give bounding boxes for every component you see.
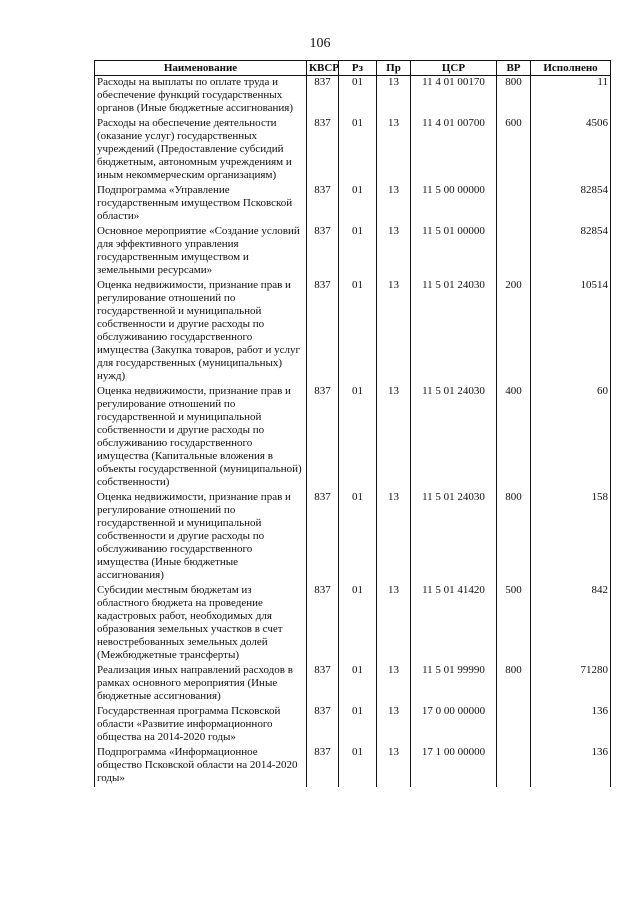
- cell-name: Расходы на обеспечение деятельности (оказание услуг) государственных учреждений (Предоставление субсидий бюджетным, автономным учреждениям и иным некоммерческим организациям): [95, 117, 307, 184]
- table-row: [95, 746, 611, 787]
- cell-kvsr: 837: [307, 584, 339, 664]
- budget-table: [94, 60, 611, 787]
- cell-rz: 01: [339, 664, 377, 705]
- header-executed: Исполнено: [531, 61, 611, 76]
- cell-vr: 500: [497, 584, 531, 664]
- cell-name: Реализация иных направлений расходов в рамках основного мероприятия (Иные бюджетные ассигнования): [95, 664, 307, 705]
- cell-rz: 01: [339, 225, 377, 279]
- table-header-row: [95, 61, 611, 76]
- cell-amount: 10514: [531, 279, 611, 385]
- cell-name: Подпрограмма «Управление государственным имуществом Псковской области»: [95, 184, 307, 225]
- cell-pr: 13: [377, 279, 411, 385]
- cell-kvsr: 837: [307, 664, 339, 705]
- cell-csr: 17 0 00 00000: [411, 705, 497, 746]
- cell-rz: 01: [339, 705, 377, 746]
- cell-rz: 01: [339, 491, 377, 584]
- table-row: [95, 664, 611, 705]
- cell-rz: 01: [339, 279, 377, 385]
- cell-kvsr: 837: [307, 279, 339, 385]
- table-row: [95, 385, 611, 491]
- cell-vr: 600: [497, 117, 531, 184]
- table-row: [95, 225, 611, 279]
- cell-pr: 13: [377, 184, 411, 225]
- cell-pr: 13: [377, 76, 411, 118]
- header-csr: ЦСР: [411, 61, 497, 76]
- cell-amount: 11: [531, 76, 611, 118]
- cell-csr: 11 5 01 00000: [411, 225, 497, 279]
- table-row: [95, 491, 611, 584]
- cell-rz: 01: [339, 385, 377, 491]
- cell-amount: 842: [531, 584, 611, 664]
- cell-csr: 11 5 00 00000: [411, 184, 497, 225]
- cell-csr: 11 5 01 41420: [411, 584, 497, 664]
- cell-csr: 11 4 01 00700: [411, 117, 497, 184]
- table-row: [95, 279, 611, 385]
- cell-name: Подпрограмма «Информационное общество Псковской области на 2014-2020 годы»: [95, 746, 307, 787]
- cell-name: Оценка недвижимости, признание прав и регулирование отношений по государственной и муниципальной собственности и другие расходы по обслуживанию государственного имущества (Иные бюджетные ассигнования): [95, 491, 307, 584]
- cell-vr: 400: [497, 385, 531, 491]
- cell-pr: 13: [377, 117, 411, 184]
- cell-pr: 13: [377, 705, 411, 746]
- cell-kvsr: 837: [307, 385, 339, 491]
- cell-amount: 60: [531, 385, 611, 491]
- cell-pr: 13: [377, 491, 411, 584]
- cell-pr: 13: [377, 385, 411, 491]
- cell-amount: 82854: [531, 225, 611, 279]
- cell-kvsr: 837: [307, 705, 339, 746]
- cell-csr: 17 1 00 00000: [411, 746, 497, 787]
- cell-kvsr: 837: [307, 225, 339, 279]
- page-number: 106: [309, 36, 331, 51]
- cell-kvsr: 837: [307, 117, 339, 184]
- cell-pr: 13: [377, 746, 411, 787]
- cell-vr: 800: [497, 491, 531, 584]
- cell-amount: 158: [531, 491, 611, 584]
- cell-csr: 11 5 01 24030: [411, 385, 497, 491]
- cell-kvsr: 837: [307, 491, 339, 584]
- header-pr: Пр: [377, 61, 411, 76]
- cell-kvsr: 837: [307, 76, 339, 118]
- cell-amount: 136: [531, 746, 611, 787]
- cell-vr: [497, 705, 531, 746]
- cell-rz: 01: [339, 184, 377, 225]
- header-kvsr: КВСР: [307, 61, 339, 76]
- cell-rz: 01: [339, 584, 377, 664]
- cell-name: Государственная программа Псковской области «Развитие информационного общества на 2014-2020 годы»: [95, 705, 307, 746]
- cell-vr: [497, 225, 531, 279]
- cell-vr: 200: [497, 279, 531, 385]
- cell-amount: 136: [531, 705, 611, 746]
- cell-vr: [497, 746, 531, 787]
- cell-amount: 71280: [531, 664, 611, 705]
- table-row: [95, 584, 611, 664]
- header-name: Наименование: [95, 61, 307, 76]
- cell-rz: 01: [339, 76, 377, 118]
- cell-vr: [497, 184, 531, 225]
- cell-csr: 11 5 01 24030: [411, 491, 497, 584]
- cell-amount: 82854: [531, 184, 611, 225]
- cell-name: Оценка недвижимости, признание прав и регулирование отношений по государственной и муниципальной собственности и другие расходы по обслуживанию государственного имущества (Закупка товаров, работ и услуг для государственных (муниципальных) нужд): [95, 279, 307, 385]
- cell-name: Субсидии местным бюджетам из областного бюджета на проведение кадастровых работ, необходимых для образования земельных участков в счет невостребованных земельных долей (Межбюджетные трансферты): [95, 584, 307, 664]
- cell-name: Оценка недвижимости, признание прав и регулирование отношений по государственной и муниципальной собственности и другие расходы по обслуживанию государственного имущества (Капитальные вложения в объекты государственной (муниципальной) собственности): [95, 385, 307, 491]
- cell-rz: 01: [339, 117, 377, 184]
- cell-pr: 13: [377, 225, 411, 279]
- cell-kvsr: 837: [307, 184, 339, 225]
- header-rz: Рз: [339, 61, 377, 76]
- cell-csr: 11 5 01 24030: [411, 279, 497, 385]
- cell-name: Основное мероприятие «Создание условий для эффективного управления государственным имуществом и земельными ресурсами»: [95, 225, 307, 279]
- cell-pr: 13: [377, 584, 411, 664]
- table-row: [95, 117, 611, 184]
- cell-pr: 13: [377, 664, 411, 705]
- cell-csr: 11 5 01 99990: [411, 664, 497, 705]
- cell-kvsr: 837: [307, 746, 339, 787]
- cell-vr: 800: [497, 76, 531, 118]
- table-row: [95, 76, 611, 118]
- table-row: [95, 184, 611, 225]
- cell-amount: 4506: [531, 117, 611, 184]
- cell-rz: 01: [339, 746, 377, 787]
- header-vr: ВР: [497, 61, 531, 76]
- table-row: [95, 705, 611, 746]
- cell-vr: 800: [497, 664, 531, 705]
- cell-name: Расходы на выплаты по оплате труда и обеспечение функций государственных органов (Иные бюджетные ассигнования): [95, 76, 307, 118]
- cell-csr: 11 4 01 00170: [411, 76, 497, 118]
